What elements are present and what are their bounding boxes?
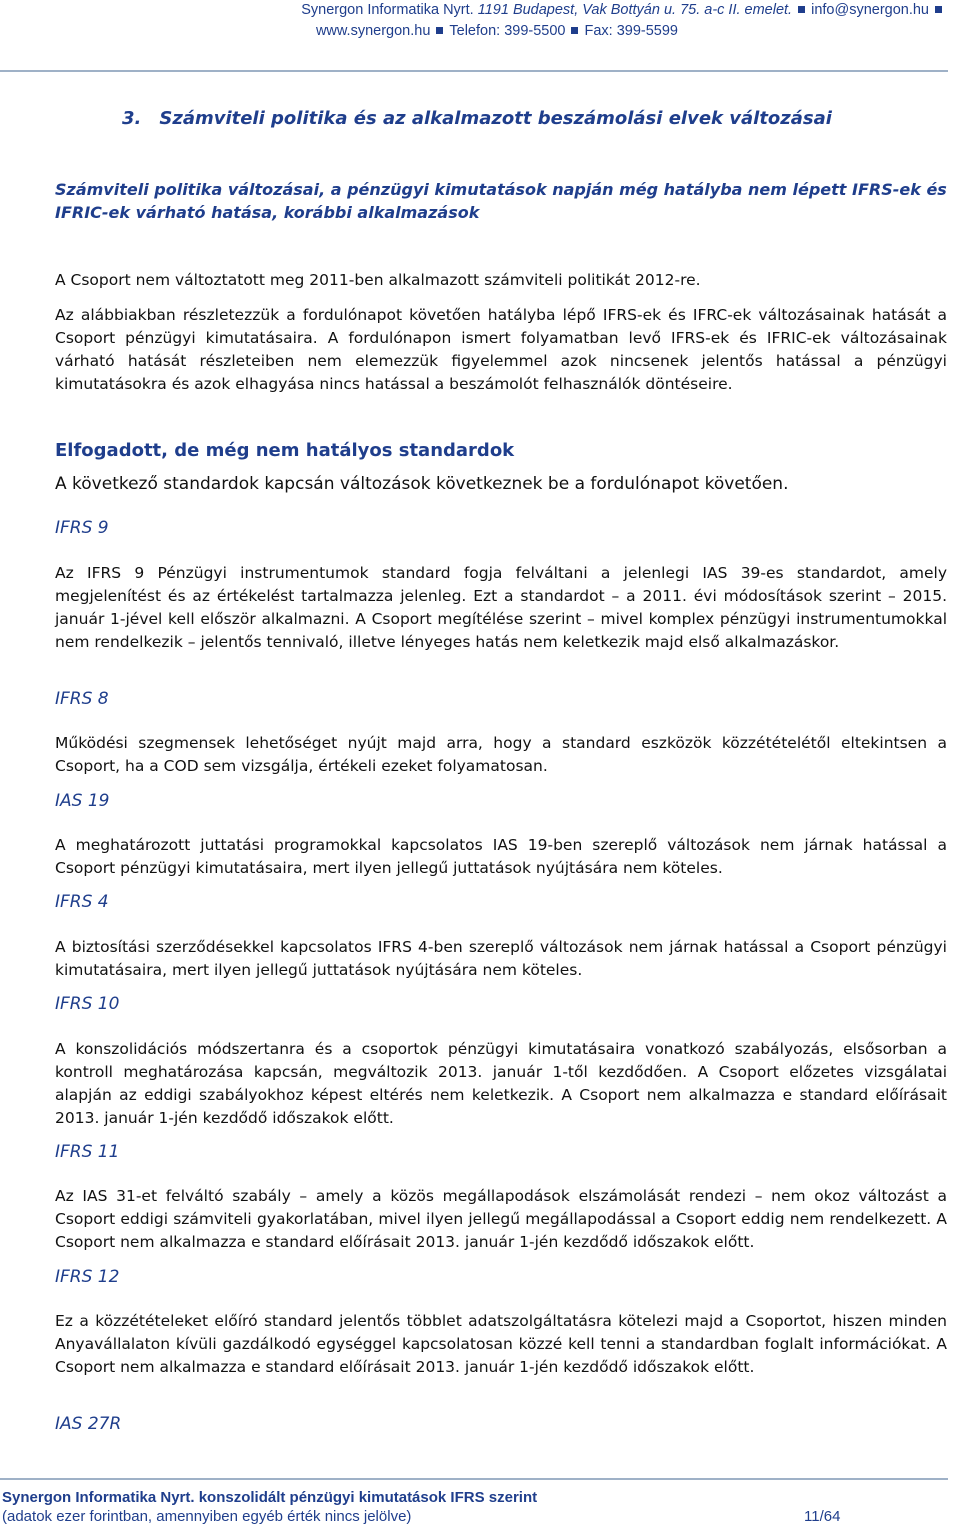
standard-name-ifrs4: IFRS 4 [55,892,109,912]
square-bullet-icon [935,6,942,13]
standard-text-ifrs11: Az IAS 31-et felváltó szabály – amely a közös megállapodások elszámolását rendezi – nem okoz változást a Csoport eddigi számviteli gyakorlatában, mivel ilyen jellegű megállapodással a Csoport eddig nem rendelkezett. A Csoport nem alkalmazza e standard előírásait 2013. január 1-jén kezdődő időszakok előtt. [55,1187,947,1251]
section-heading [122,108,832,129]
header-fax: Fax: 399-5599 [584,23,678,39]
standard-name-ias19: IAS 19 [55,791,110,811]
standard-name-ifrs12: IFRS 12 [55,1267,120,1287]
page-header [228,0,948,42]
paragraph-effects: Az alábbiakban részletezzük a fordulónapot követően hatályba lépő IFRS-ek és IFRC-ek változásainak hatását a Csoport pénzügyi kimutatásaira. A fordulónapon ismert folyamatban levő IFRS-ek és IFRIC-ek változásainak várható hatását részleteiben nem elemezzük figyelemmel azok nincsenek jelentős hatással a pénzügyi kimutatásokra és azok elhagyása nincs hatással a beszámolót felhasználók döntéseire. [55,306,947,393]
footer-title: Synergon Informatika Nyrt. konszolidált pénzügyi kimutatások IFRS szerint [2,1489,538,1506]
standard-name-ifrs9: IFRS 9 [55,518,109,538]
standard-name-ias27r: IAS 27R [55,1414,122,1434]
square-bullet-icon [571,27,578,34]
standard-name-ifrs10: IFRS 10 [55,994,120,1014]
header-phone: Telefon: 399-5500 [449,23,566,39]
square-bullet-icon [798,6,805,13]
standard-text-ifrs8: Működési szegmensek lehetőséget nyújt majd arra, hogy a standard eszközök közzétételétől eltekintsen a Csoport, ha a COD sem vizsgálja, értékeli ezeket folyamatosan. [55,734,947,775]
header-email[interactable]: info@synergon.hu [811,2,929,18]
header-company: Synergon Informatika Nyrt. [301,2,474,18]
section-number: 3. [122,108,142,129]
footer-divider [0,1478,948,1480]
standard-text-ifrs10: A konszolidációs módszertanra és a csoportok pénzügyi kimutatásaira vonatkozó szabályozás, elsősorban a kontroll meghatározása kapcsán, megváltozik 2013. január 1-től kezdődően. A Csoport előzetes vizsgálatai alapján az eddigi szabályokhoz képest eltérés nem keletkezik. A Csoport nem alkalmazza e standard előírásait 2013. január 1-jén kezdődő időszakok előtt. [55,1040,947,1127]
standards-heading: Elfogadott, de még nem hatályos standardok [55,440,515,461]
standard-text-ifrs9: Az IFRS 9 Pénzügyi instrumentumok standard fogja felváltani a jelenlegi IAS 39-es standardot, amely megjelenítést és az értékelést tartalmazza jelenleg. Ezt a standardot – a 2011. évi módosítások szerint – 2015. január 1-jével kell először alkalmazni. A Csoport megítélése szerint – mivel komplex pénzügyi instrumentumokkal nem rendelkezik – jelentős tennivaló, illetve lényeges hatás nem keletkezik majd első alkalmazáskor. [55,564,947,651]
section-subtitle: Számviteli politika változásai, a pénzügyi kimutatások napján még hatályba nem lépett IFRS-ek és IFRIC-ek várható hatása, korábbi alkalmazások [55,180,947,222]
header-address: 1191 Budapest, Vak Bottyán u. 75. a-c II. emelet. [477,2,793,18]
header-divider [0,70,948,72]
standard-text-ias19: A meghatározott juttatási programokkal kapcsolatos IAS 19-ben szereplő változások nem járnak hatással a Csoport pénzügyi kimutatásaira, mert ilyen jellegű juttatások nyújtására nem köteles. [55,836,947,877]
page-number: 11/64 [804,1508,841,1525]
header-line-1 [228,0,948,21]
standards-intro: A következő standardok kapcsán változások következnek be a fordulónapot követően. [55,474,789,494]
header-website[interactable]: www.synergon.hu [315,23,431,39]
section-title: Számviteli politika és az alkalmazott beszámolási elvek változásai [159,108,832,129]
standard-name-ifrs8: IFRS 8 [55,689,109,709]
header-line-2 [228,21,948,42]
square-bullet-icon [436,27,443,34]
paragraph-policy-unchanged: A Csoport nem változtatott meg 2011-ben alkalmazott számviteli politikát 2012-re. [55,271,701,289]
footer-note: (adatok ezer forintban, amennyiben egyéb érték nincs jelölve) [2,1508,412,1525]
standard-text-ifrs12: Ez a közzétételeket előíró standard jelentős többlet adatszolgáltatásra kötelezi majd a Csoportot, hiszen minden Anyavállalaton kívüli gazdálkodó egységgel kapcsolatosan közzé kell tenni a standardban foglalt információkat. A Csoport nem alkalmazza e standard előírásait 2013. január 1-jén kezdődő időszakok előtt. [55,1312,947,1376]
standard-text-ifrs4: A biztosítási szerződésekkel kapcsolatos IFRS 4-ben szereplő változások nem járnak hatással a Csoport pénzügyi kimutatásaira, mert ilyen jellegű juttatások nyújtására nem köteles. [55,938,947,979]
standard-name-ifrs11: IFRS 11 [55,1142,120,1162]
page-footer [2,1488,942,1526]
footer-row [2,1507,942,1526]
